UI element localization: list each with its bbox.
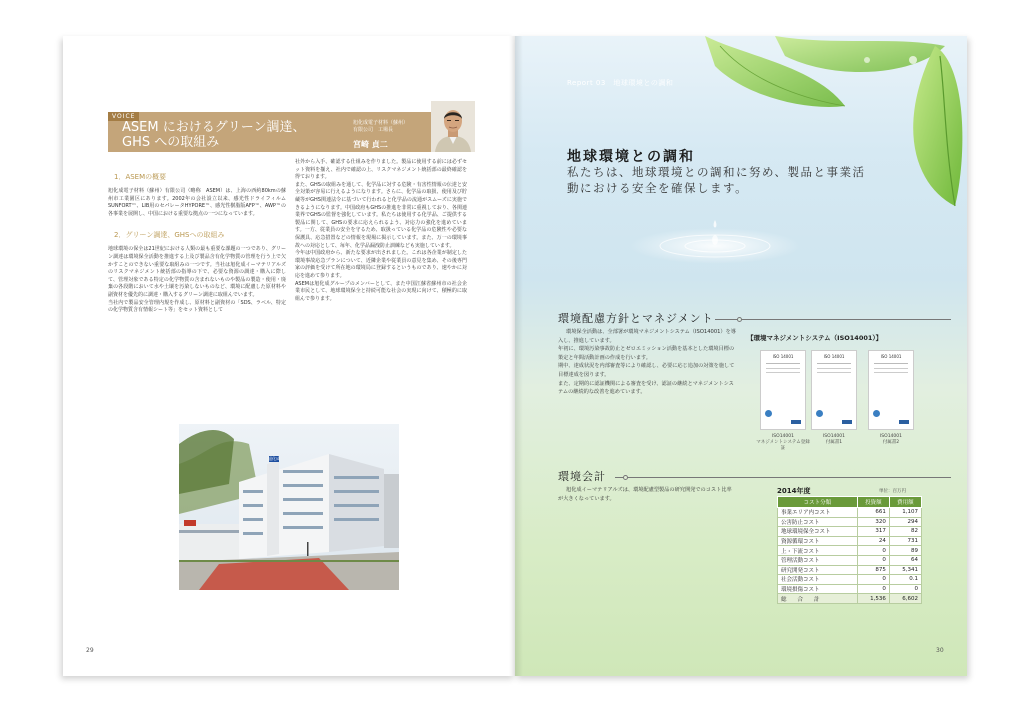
section-rule: [715, 319, 951, 320]
cell-expense: 89: [889, 546, 921, 556]
iso-title: 【環境マネジメントシステム（ISO14001）】: [747, 334, 883, 342]
person-name: 宮崎 貞二: [353, 140, 388, 149]
iso-certificate-2: [811, 350, 857, 430]
cell-category: 事業エリア内コスト: [778, 508, 858, 518]
col-header: コスト分類: [778, 497, 858, 508]
table-row: [778, 536, 922, 546]
cell-investment: 0: [857, 575, 889, 585]
page-number-left: 29: [86, 647, 94, 654]
accounting-text: 旭化成イーマテリアルズは、環境配慮型製品の研究開発でのコスト比率が大きくなっています。: [558, 487, 732, 502]
cell-investment: 661: [857, 508, 889, 518]
cert-header: ISO 14001: [880, 354, 902, 359]
table-row: [778, 555, 922, 565]
cell-expense: 82: [889, 527, 921, 537]
voice-title: [122, 120, 322, 150]
asem-overview-text: 旭化成電子材料（蘇州）有限公司（略称 ASEM）は、上海の西約80kmの蘇州市工業園区にあります。2002年の会社設立以来、感光性ドライフィルムSUNFORT™、LIB用のセパレータHYPORE™、感光性樹脂版AFP™、AWP™の各事業を展開し、中国における重要な拠点の一つになっています。: [108, 188, 286, 217]
cell-category: 資源循環コスト: [778, 536, 858, 546]
cell-expense: 731: [889, 536, 921, 546]
cell-investment: 0: [857, 584, 889, 594]
section-heading-green-procurement: 2．グリーン調達、GHSへの取組み: [114, 231, 225, 240]
section-rule-dot: [737, 317, 742, 322]
cell-category: 管理活動コスト: [778, 555, 858, 565]
section-rule-dot: [623, 475, 628, 480]
cell-investment: 0: [857, 555, 889, 565]
cell-investment: 0: [857, 546, 889, 556]
table-row: [778, 546, 922, 556]
main-title: 地球環境との調和: [567, 149, 695, 165]
cell-total-expense: 6,602: [889, 594, 921, 604]
table-row: [778, 584, 922, 594]
left-page: [63, 36, 515, 676]
cell-expense: 0: [889, 584, 921, 594]
table-header-row: [778, 497, 922, 508]
affiliation-line2: 有限公司 工場長: [353, 127, 394, 133]
iso-certificate-1: [760, 350, 806, 430]
cell-category: 社会活動コスト: [778, 575, 858, 585]
cert-header: ISO 14001: [823, 354, 845, 359]
cell-investment: 24: [857, 536, 889, 546]
table-row: [778, 527, 922, 537]
iso-certificate-3: [868, 350, 914, 430]
environmental-cost-table: [777, 496, 922, 604]
section-rule: [615, 477, 951, 478]
cell-total-investment: 1,536: [857, 594, 889, 604]
cell-category: 環境損傷コスト: [778, 584, 858, 594]
cell-investment: 317: [857, 527, 889, 537]
main-lead: 私たちは、地球環境との調和に努め、製品と事業活動における安全を確保します。: [567, 165, 866, 195]
ghs-text: 社外から入手、確認する仕組みを作りました。製品に使用する前には必ずセット資料を揃え、社内で確認の上、リスクマネジメント統括部の最終確認を得ております。 また、GHSの取組みを通して、化学品に対する危険・有害性情報の伝達と安全対策が容易に行えるようになります。さらに、化学品の取扱、使用及び貯蔵等がGHS関連法令に基づいて行われると化学品の流通がスムーズに実施できるようになります。中国政府もGHSの推進を非常に重視しており、各関連業界でGHSの監督を強化しています。私たちは使用する化学品、ご提供する製品に関して、GHSの要求に応えられるよう、対応力の強化を進めています。一方、従業員の安全を守るため、取扱っている化学品の危険性や必要な保護具、応急措置などの情報を現場に掲示しています。また、万一の環境事故への対応として、毎年、化学品漏洩防止訓練なども実施しています。 今年は中国政府から、新たな要求が出されました。これは各企業が制定した環境事故応急プランについて、近隣企業や従業員の意見を集め、その後専門家の評価を受けて所在地の環境局に登録するというものであり、速やかに対応を進めて参ります。 ASEMは旭化成グループのメンバーとして、また中国江蘇省蘇州市の社会企業市民として、地球環境保全と持続可能な社会の実現に向けて、積極的に取組んで参ります。: [295, 159, 467, 302]
col-header: 投資額: [857, 497, 889, 508]
col-header: 費用額: [889, 497, 921, 508]
green-procurement-text: 地球環境の保全は21世紀における人類の最も重要な課題の一つであり、グリーン調達は環境保全活動を推進する上及び製品含有化学物質の管理を行う上で欠かすことのできない重要な取組みの一つです。当社は旭化成イーマテリアルズのリスクマネジメント統括部の指導の下で、必要な資源の調達・購入に際して、管理対象である特定の化学物質の含まれないものや製品の製造・使用・廃棄の各段階において水や土壌を汚染しないものなど、環境に配慮した原材料や副資材を優先的に調達・購入するグリーン調達に取組んでいます。 当社内で製品安全管理内規を作成し、原材料と副資材の「SDS、ラベル、特定の化学物質含有情報シート等」をセット資料として: [108, 246, 286, 314]
table-unit: 単位：百万円: [879, 489, 906, 494]
table-row: [778, 565, 922, 575]
cell-category: 地球環境保全コスト: [778, 527, 858, 537]
affiliation: [353, 120, 428, 134]
right-text-column: [295, 159, 467, 303]
building-sign: 旭化成: [268, 456, 280, 461]
section-heading-policy: 環境配慮方針とマネジメント: [558, 312, 714, 325]
voice-title-line1: ASEM におけるグリーン調達、: [122, 120, 306, 135]
cell-category: 公害防止コスト: [778, 517, 858, 527]
left-text-column: [108, 166, 286, 315]
table-row: [778, 517, 922, 527]
cell-expense: 0.1: [889, 575, 921, 585]
cell-total-label: 総 合 計: [778, 594, 858, 604]
right-page: [515, 36, 967, 676]
table-row: [778, 575, 922, 585]
cell-expense: 1,107: [889, 508, 921, 518]
affiliation-line1: 旭化成電子材料（蘇州）: [353, 120, 409, 126]
policy-text: 環境保全活動は、全部署が環境マネジメントシステム（ISO14001）を導入し、推進しています。 年初に、環境汚染事故防止とゼロエミッション活動を基本とした環境目標の策定と年間活動計画の作成を行います。 期中、達成状況を内部審査等により確認し、必要に応じ追加の対策を施して目標達成を図ります。 また、定期的に認証機関による審査を受け、認証の継続とマネジメントシステムの継続的な改善を進めています。: [558, 329, 736, 396]
report-label: Report 03 地球環境との調和: [567, 79, 674, 87]
table-total-row: [778, 594, 922, 604]
cert-header: ISO 14001: [772, 354, 794, 359]
section-heading-asem-overview: 1．ASEMの概要: [114, 173, 167, 181]
cell-expense: 5,341: [889, 565, 921, 575]
cell-category: 上・下流コスト: [778, 546, 858, 556]
section-heading-accounting: 環境会計: [558, 470, 606, 483]
voice-title-line2: GHS への取組み: [122, 135, 220, 150]
cell-category: 研究開発コスト: [778, 565, 858, 575]
page-number-right: 30: [936, 647, 944, 654]
page-gutter-shadow: [515, 36, 523, 676]
cell-investment: 875: [857, 565, 889, 575]
portrait-photo: [431, 101, 475, 152]
cell-investment: 320: [857, 517, 889, 527]
table-year: 2014年度: [777, 487, 811, 495]
table-row: [778, 508, 922, 518]
cell-expense: 64: [889, 555, 921, 565]
factory-building-photo: [179, 424, 399, 590]
voice-header-band: [108, 112, 463, 152]
cert-caption-1: ISO14001 マネジメントシステム登録証: [756, 434, 810, 451]
voice-tag: VOICE: [108, 112, 139, 121]
cert-caption-3: ISO14001 付属書2: [879, 434, 903, 445]
cell-expense: 294: [889, 517, 921, 527]
cert-caption-2: ISO14001 付属書1: [822, 434, 846, 445]
